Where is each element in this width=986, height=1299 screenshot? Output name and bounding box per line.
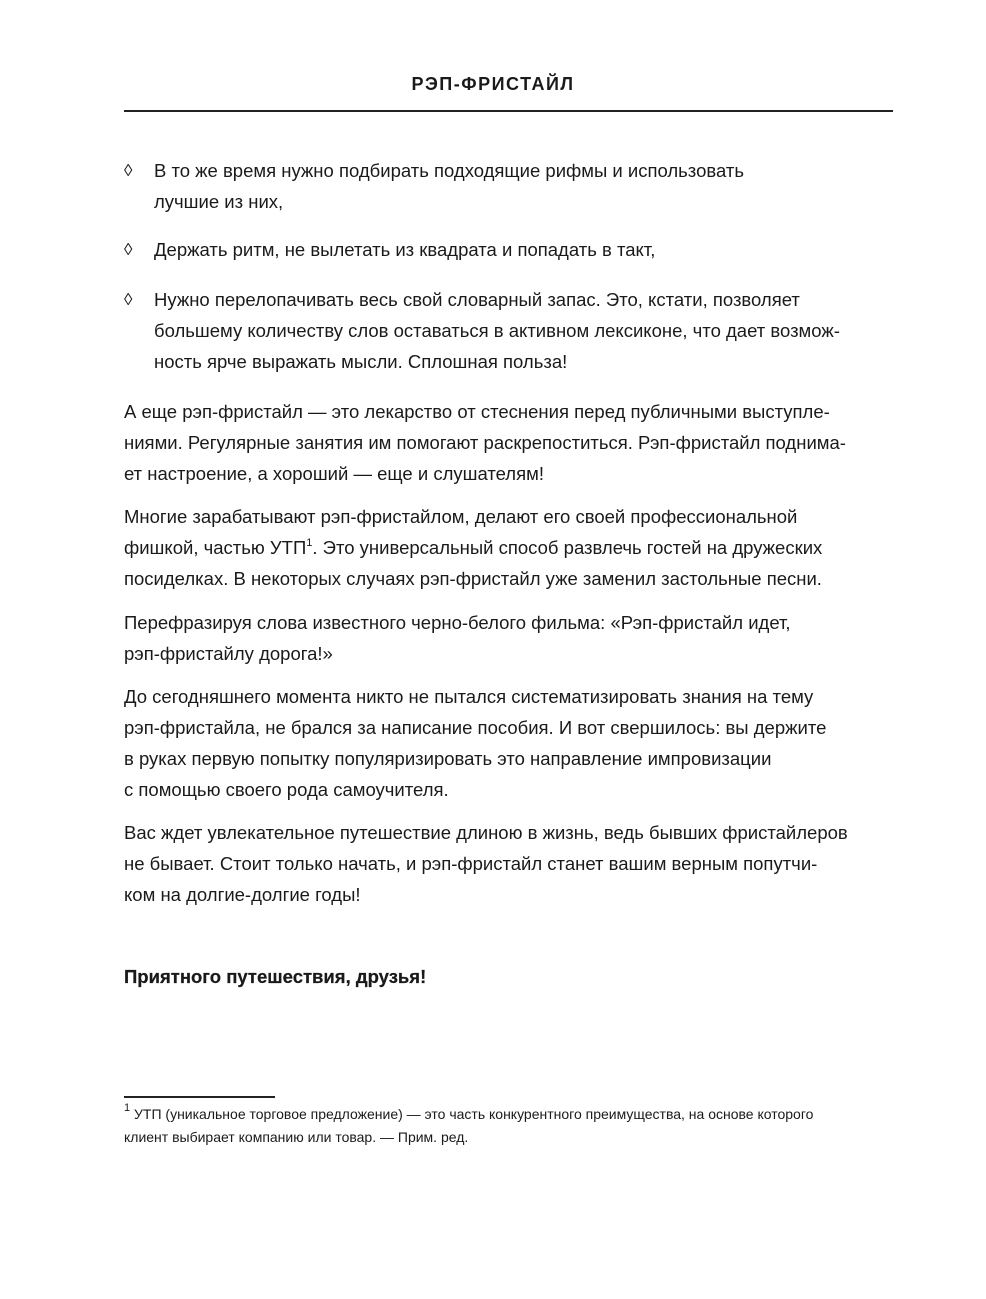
footnote-line: клиент выбирает компанию или товар. — Прим. ред.	[124, 1129, 469, 1145]
text-fragment: фишкой, частью УТП	[124, 537, 307, 558]
bullet-item	[124, 284, 894, 377]
bullet-line: ность ярче выражать мысли. Сплошная польза!	[154, 351, 568, 372]
footnote	[124, 1103, 813, 1149]
text-line: с помощью своего рода самоучителя.	[124, 779, 449, 800]
bullet-line: лучшие из них,	[154, 191, 284, 212]
bullet-line: Держать ритм, не вылетать из квадрата и попадать в такт,	[154, 239, 656, 260]
text-line: рэп-фристайлу дорога!»	[124, 643, 333, 664]
text-line: Вас ждет увлекательное путешествие длиною в жизнь, ведь бывших фристайлеров	[124, 822, 848, 843]
closing-line: Приятного путешествия, друзья!	[124, 966, 427, 987]
header-divider	[124, 110, 893, 112]
text-fragment: УТП (уникальное торговое предложение) — это часть конкурентного преимущества, на основе которого	[130, 1106, 814, 1122]
text-fragment: . Это универсальный способ развлечь гостей на дружеских	[312, 537, 823, 558]
bullet-line: В то же время нужно подбирать подходящие рифмы и использовать	[154, 160, 744, 181]
text-line: посиделках. В некоторых случаях рэп-фристайл уже заменил застольные песни.	[124, 568, 822, 589]
running-header-title: РЭП-ФРИСТАЙЛ	[411, 74, 575, 94]
paragraph-1	[124, 396, 894, 489]
text-line: ком на долгие-долгие годы!	[124, 884, 361, 905]
text-line: не бывает. Стоит только начать, и рэп-фристайл станет вашим верным попутчи-	[124, 853, 818, 874]
paragraph-4	[124, 681, 894, 805]
footnote-number: 1	[124, 1102, 131, 1114]
text-line: Многие зарабатывают рэп-фристайлом, делают его своей профессиональной	[124, 506, 798, 527]
bullet-line: Нужно перелопачивать весь свой словарный запас. Это, кстати, позволяет	[154, 289, 800, 310]
paragraph-2	[124, 501, 894, 594]
text-line: До сегодняшнего момента никто не пытался систематизировать знания на тему	[124, 686, 814, 707]
diamond-bullet-icon: ◊	[124, 290, 133, 309]
text-line: в руках первую попытку популяризировать это направление импровизации	[124, 748, 772, 769]
paragraph-5	[124, 817, 894, 910]
footnote-line	[124, 1103, 813, 1126]
paragraph-3	[124, 607, 894, 669]
text-line: А еще рэп-фристайл — это лекарство от стеснения перед публичными выступле-	[124, 401, 830, 422]
footnote-divider	[124, 1096, 275, 1098]
text-line: ет настроение, а хороший — еще и слушателям!	[124, 463, 544, 484]
diamond-bullet-icon: ◊	[124, 161, 133, 180]
text-line: рэп-фристайла, не брался за написание пособия. И вот свершилось: вы держите	[124, 717, 827, 738]
bullet-line: большему количеству слов оставаться в активном лексиконе, что дает возмож-	[154, 320, 840, 341]
bullet-item	[124, 155, 894, 217]
text-line: Перефразируя слова известного черно-белого фильма: «Рэп-фристайл идет,	[124, 612, 791, 633]
bullet-item	[124, 234, 894, 265]
text-line: ниями. Регулярные занятия им помогают раскрепоститься. Рэп-фристайл поднима-	[124, 432, 846, 453]
footnote-reference[interactable]: 1	[306, 537, 313, 549]
diamond-bullet-icon: ◊	[124, 240, 133, 259]
text-line	[124, 532, 894, 563]
